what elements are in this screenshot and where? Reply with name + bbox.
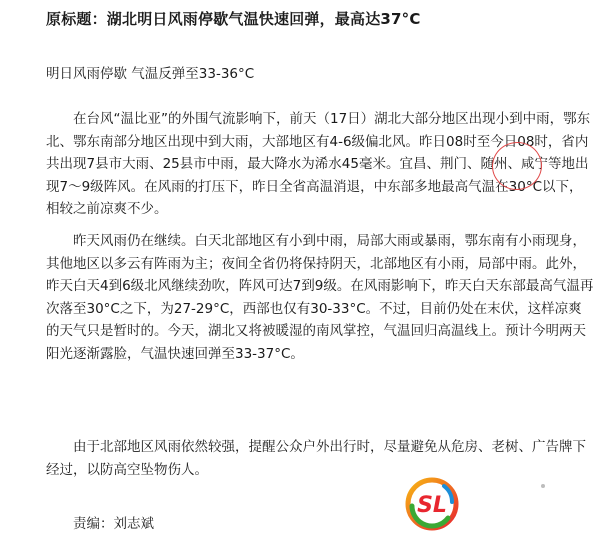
decorative-dot	[541, 484, 545, 488]
svg-text:SL: SL	[417, 493, 447, 518]
article-subtitle: 明日风雨停歇 气温反弹至33-36°C	[46, 66, 255, 82]
article-paragraph-3: 由于北部地区风雨依然较强，提醒公众户外出行时，尽量避免从危房、老树、广告牌下经过，以防高空坠物伤人。	[46, 439, 586, 478]
article-paragraph-1: 在台风“温比亚”的外围气流影响下，前天（17日）湖北大部分地区出现小到中雨，鄂东北、鄂东南部分地区出现中到大雨，大部地区有4-6级偏北风。昨日08时至今日08时，省内共出现7县市大雨、25县市中雨，最大降水为浠水45毫米。宜昌、荆门、随州、咸宁等地出现7～9级阵风。在风雨的打压下，昨日全省高温消退，中东部多地最高气温在30°C以下，相较之前凉爽不少。	[46, 111, 591, 217]
article-title: 原标题：湖北明日风雨停歇气温快速回弹，最高达37°C	[46, 10, 421, 28]
article-editor: 责编：刘志斌	[73, 516, 154, 532]
sl-logo-icon	[404, 476, 460, 532]
article-paragraph-2: 昨天风雨仍在继续。白天北部地区有小到中雨，局部大雨或暴雨，鄂东南有小雨现身，其他地区以多云有阵雨为主；夜间全省仍将保持阴天，北部地区有小雨，局部中雨。此外，昨天白天4到6级北风继续劲吹，阵风可达7到9级。在风雨影响下，昨天白天东部最高气温再次落至30°C之下，为27-29°C，西部也仅有30-33°C。不过，目前仍处在末伏，这样凉爽的天气只是暂时的。今天，湖北又将被暖湿的南风掌控，气温回归高温线上。预计今明两天阳光逐渐露脸，气温快速回弹至33-37°C。	[46, 233, 594, 362]
